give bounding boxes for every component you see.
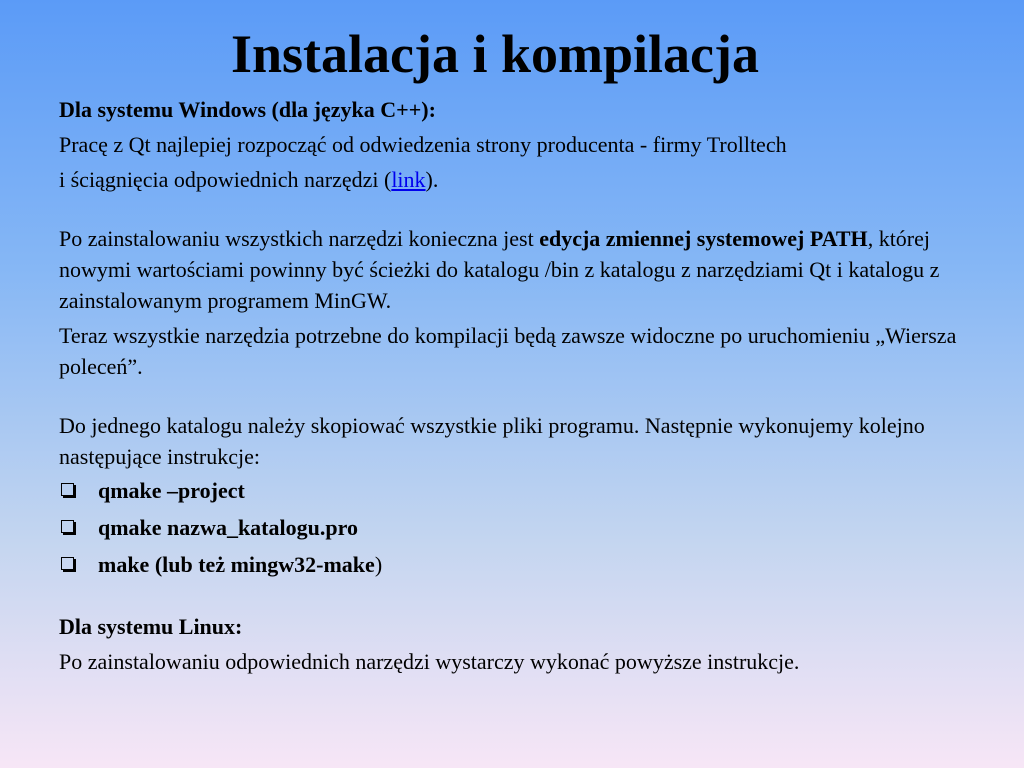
command-1-text: qmake –project — [98, 478, 245, 503]
checkbox-bullet-icon — [61, 557, 74, 570]
windows-heading: Dla systemu Windows (dla języka C++): — [59, 97, 436, 122]
command-3-text: make (lub też mingw32-make — [98, 552, 375, 577]
command-2-text: qmake nazwa_katalogu.pro — [98, 515, 358, 540]
command-item-1 — [59, 472, 989, 509]
path-paragraph — [59, 223, 989, 316]
path-text-before: Po zainstalowaniu wszystkich narzędzi konieczna jest — [59, 226, 540, 251]
windows-line2-before: i ściągnięcia odpowiednich narzędzi ( — [59, 167, 392, 192]
windows-paragraph — [59, 129, 989, 160]
command-item-3 — [59, 546, 989, 583]
windows-line1: Pracę z Qt najlepiej rozpocząć od odwiedzenia strony producenta - firmy Trolltech — [59, 132, 787, 157]
slide-content — [59, 94, 989, 677]
linux-text: Po zainstalowaniu odpowiednich narzędzi wystarczy wykonać powyższe instrukcje. — [59, 649, 800, 674]
windows-line2-after: ). — [425, 167, 439, 192]
command-item-2 — [59, 509, 989, 546]
trolltech-link[interactable]: link — [391, 167, 426, 192]
path-text-after: , której nowymi wartościami powinny być ścieżki do katalogu /bin z katalogu z narzędziami Qt i katalogu z zainstalowanym programem MinGW. — [59, 226, 940, 313]
linux-heading: Dla systemu Linux: — [59, 614, 243, 639]
windows-line2 — [59, 164, 989, 195]
command-3-suffix: ) — [374, 552, 383, 577]
compile-intro: Do jednego katalogu należy skopiować wszystkie pliki programu. Następnie wykonujemy kolejno następujące instrukcje: — [59, 413, 925, 469]
path-bold-text: edycja zmiennej systemowej PATH — [539, 226, 868, 251]
path-paragraph-2: Teraz wszystkie narzędzia potrzebne do kompilacji będą zawsze widoczne po uruchomieniu „Wiersza poleceń”. — [59, 323, 957, 379]
checkbox-bullet-icon — [61, 483, 74, 496]
slide-title: Instalacja i kompilacja — [230, 24, 759, 84]
checkbox-bullet-icon — [61, 520, 74, 533]
